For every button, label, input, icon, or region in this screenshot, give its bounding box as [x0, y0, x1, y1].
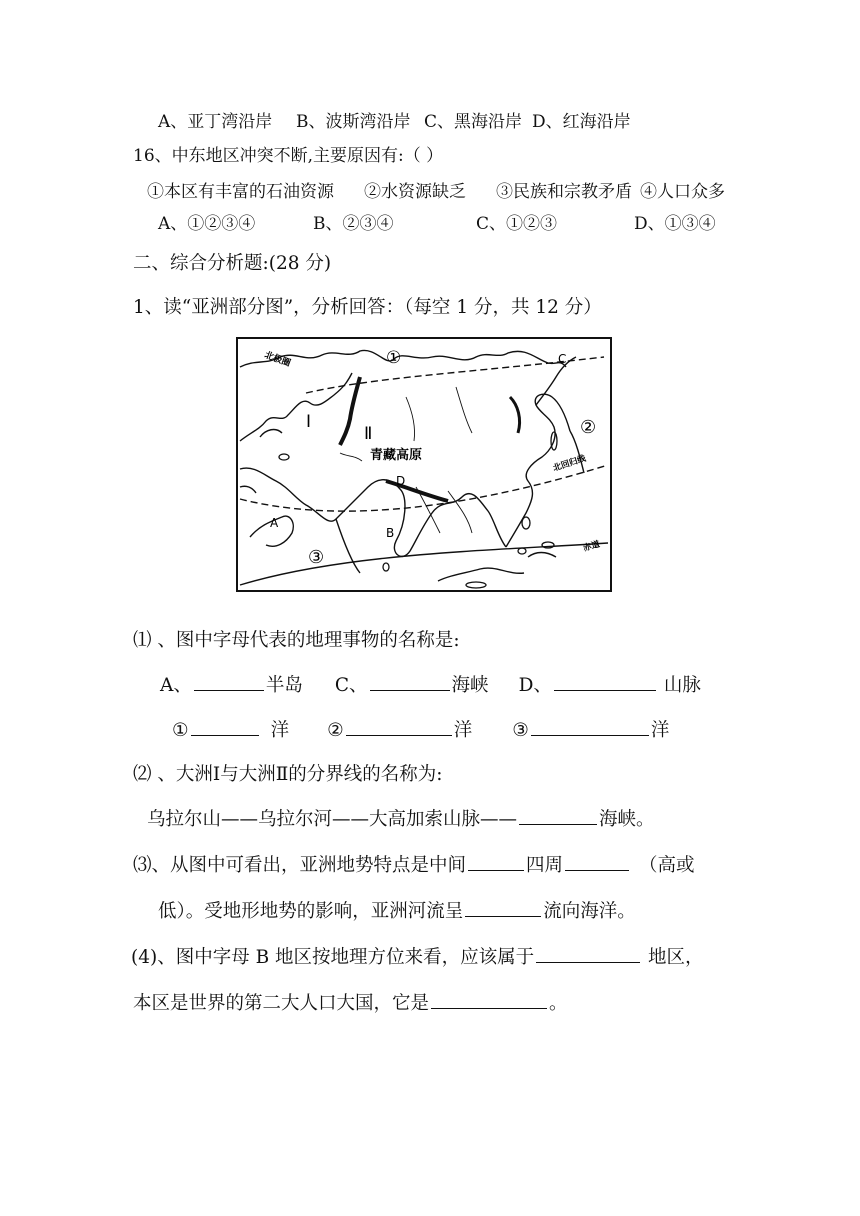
d-prefix: D、 — [518, 675, 552, 696]
label-b: B — [386, 526, 395, 540]
q1-part3-line2 — [158, 898, 636, 925]
q15-option-d: D、红海沿岸 — [532, 112, 631, 132]
label-continent-1: Ⅰ — [306, 412, 312, 432]
q16-option-c: C、①②③ — [476, 214, 558, 234]
q16-stem: 16、中东地区冲突不断,主要原因有:（ ） — [133, 146, 444, 166]
q1-part1-row1 — [160, 672, 701, 699]
q1-part3-line1 — [133, 852, 695, 879]
answer-blank-river-flow[interactable] — [465, 898, 541, 917]
q1-part4-line1 — [131, 944, 703, 971]
q15-option-b: B、波斯湾沿岸 — [296, 112, 411, 132]
river-prefix: 低）。受地形地势的影响，亚洲河流呈 — [158, 901, 464, 922]
section-title: 二、综合分析题:(28 分) — [133, 253, 332, 274]
label-arctic-circle: 北极圈 — [262, 350, 292, 370]
label-d: D — [396, 474, 406, 488]
answer-blank-c[interactable] — [370, 672, 450, 691]
q1-part2-intro: ⑵ 、大洲Ⅰ与大洲Ⅱ的分界线的名称为: — [133, 764, 443, 785]
q1-part1-intro: ⑴ 、图中字母代表的地理事物的名称是: — [133, 630, 460, 651]
q16-statement-4: ④人口众多 — [640, 182, 725, 202]
q1-stem: 1、读“亚洲部分图”，分析回答：（每空 1 分，共 12 分） — [133, 297, 602, 318]
answer-blank-region[interactable] — [536, 944, 640, 963]
answer-blank-d[interactable] — [554, 672, 656, 691]
country-prefix: 本区是世界的第二大人口大国，它是 — [133, 993, 430, 1014]
label-continent-2: Ⅱ — [364, 424, 373, 444]
ocean1-suffix: 洋 — [270, 720, 290, 741]
label-ocean-1: ① — [386, 348, 402, 368]
d-suffix: 山脉 — [663, 675, 701, 696]
ocean3-suffix: 洋 — [650, 720, 670, 741]
answer-blank-strait[interactable] — [519, 806, 597, 825]
ocean1-prefix: ① — [172, 720, 189, 741]
answer-blank-country[interactable] — [431, 990, 547, 1009]
label-ocean-2: ② — [580, 417, 597, 438]
country-suffix: 。 — [549, 993, 568, 1014]
ocean2-suffix: 洋 — [453, 720, 473, 741]
boundary-prefix: 乌拉尔山——乌拉尔河——大高加索山脉—— — [147, 809, 518, 830]
terrain-suffix: （高或 — [639, 855, 695, 876]
c-prefix: C、 — [334, 675, 368, 696]
asia-map — [236, 337, 612, 592]
q16-option-b: B、②③④ — [313, 214, 394, 234]
label-plateau: 青藏高原 — [370, 448, 423, 463]
terrain-prefix: ⑶、从图中可看出，亚洲地势特点是中间 — [133, 855, 467, 876]
q16-option-d: D、①③④ — [634, 214, 716, 234]
river-suffix: 流向海洋。 — [543, 901, 636, 922]
label-a: A — [270, 516, 279, 530]
label-ocean-3: ③ — [308, 547, 325, 568]
c-suffix: 海峡 — [451, 675, 489, 696]
answer-blank-a[interactable] — [194, 672, 264, 691]
q16-statement-3: ③民族和宗教矛盾 — [496, 182, 632, 202]
q1-part2-line — [147, 806, 655, 833]
q16-statement-2: ②水资源缺乏 — [364, 182, 466, 202]
answer-blank-middle[interactable] — [468, 852, 524, 871]
terrain-mid: 四周 — [526, 855, 564, 876]
q16-option-a: A、①②③④ — [158, 214, 256, 234]
ocean2-prefix: ② — [327, 720, 344, 741]
label-tropic: 北回归线 — [551, 453, 588, 474]
a-prefix: A、 — [160, 675, 192, 696]
answer-blank-ocean-1[interactable] — [191, 717, 259, 736]
ocean3-prefix: ③ — [512, 720, 529, 741]
q15-option-a: A、亚丁湾沿岸 — [158, 112, 273, 132]
answer-blank-ocean-3[interactable] — [531, 717, 649, 736]
q16-statement-1: ①本区有丰富的石油资源 — [147, 182, 334, 202]
label-c: C — [558, 352, 567, 366]
region-suffix: 地区， — [642, 947, 704, 968]
answer-blank-around[interactable] — [565, 852, 629, 871]
a-suffix: 半岛 — [265, 675, 303, 696]
label-equator: 赤道 — [582, 539, 602, 554]
boundary-suffix: 海峡。 — [599, 809, 655, 830]
answer-blank-ocean-2[interactable] — [346, 717, 452, 736]
q1-part4-line2 — [133, 990, 568, 1017]
q1-part1-row2 — [172, 717, 669, 744]
q15-option-c: C、黑海沿岸 — [424, 112, 523, 132]
region-prefix: (4)、图中字母 B 地区按地理方位来看，应该属于 — [131, 947, 535, 968]
